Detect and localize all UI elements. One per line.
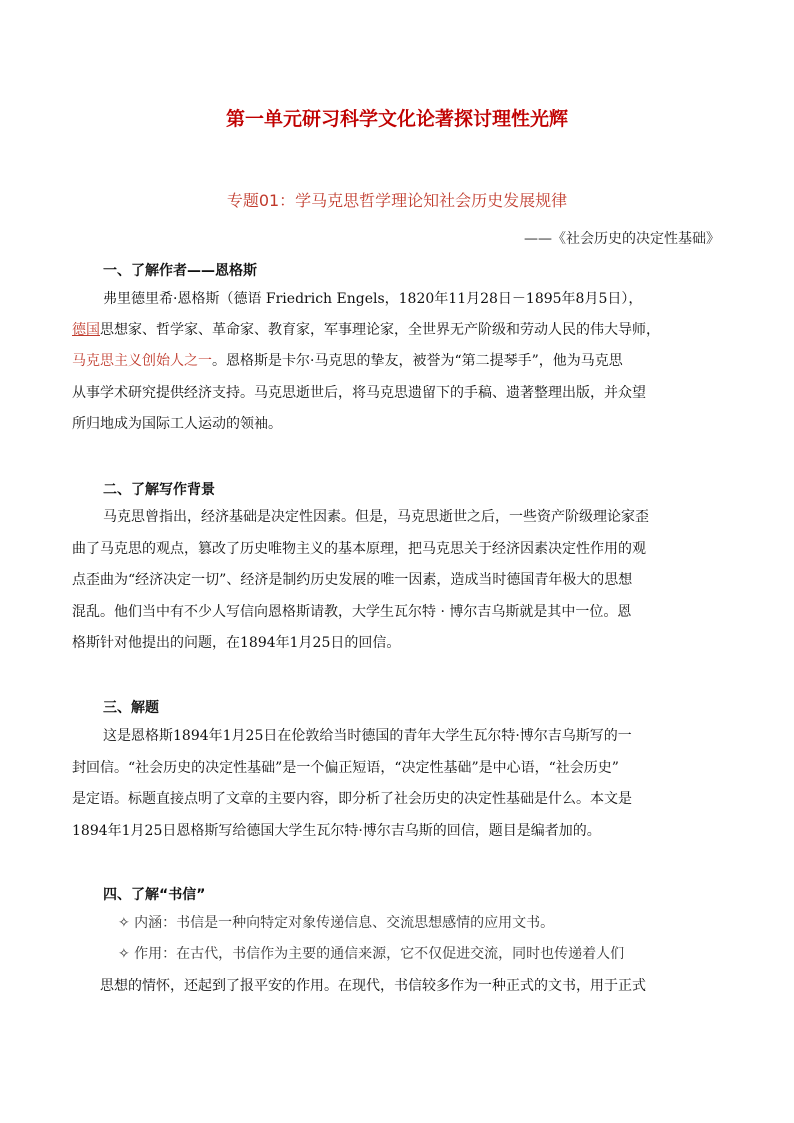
- paragraph-line: 所归地成为国际工人运动的领袖。: [72, 416, 282, 432]
- paragraph-line: 1894年1月25日恩格斯写给德国大学生瓦尔特·博尔吉乌斯的回信，题目是编者加的。: [72, 823, 601, 839]
- paragraph-line: 从事学术研究提供经济支持。马克思逝世后，将马克思遗留下的手稿、遗著整理出版，并众望: [72, 385, 646, 401]
- paragraph-line: 马克思主义创始人之一。恩格斯是卡尔·马克思的挚友，被誉为“第二提琴手”，他为马克思: [72, 353, 623, 369]
- bullet-line: ✧ 作用：在古代，书信作为主要的通信来源，它不仅促进交流，同时也传递着人们: [118, 946, 625, 962]
- paragraph-line: 这是恩格斯1894年1月25日在伦敦给当时德国的青年大学生瓦尔特·博尔吉乌斯写的一: [103, 728, 632, 744]
- topic-subtitle: 专题01：学马克思哲学理论知社会历史发展规律: [226, 191, 568, 210]
- paragraph-line: 曲了马克思的观点，篡改了历史唯物主义的基本原理，把马克思关于经济因素决定性作用的观: [72, 541, 646, 557]
- paragraph-line: 思想的情怀，还起到了报平安的作用。在现代，书信较多作为一种正式的文书，用于正式: [100, 978, 646, 994]
- paragraph-line: 混乱。他们当中有不少人写信向恩格斯请教，大学生瓦尔特 · 博尔吉乌斯就是其中一位。恩: [72, 604, 632, 620]
- section-heading-letters: 四、了解“书信”: [103, 887, 206, 903]
- source-title: ——《社会历史的决定性基础》: [524, 231, 720, 247]
- paragraph-line: 是定语。标题直接点明了文章的主要内容，即分析了社会历史的决定性基础是什么。本文是: [72, 791, 632, 807]
- highlight-text: 马克思主义创始人之一: [72, 353, 212, 369]
- bullet-line: ✧ 内涵：书信是一种向特定对象传递信息、交流思想感情的应用文书。: [118, 915, 555, 931]
- section-heading-background: 二、了解写作背景: [103, 482, 215, 498]
- paragraph-line: 格斯针对他提出的问题，在1894年1月25日的回信。: [72, 635, 401, 651]
- paragraph-line: 封回信。“社会历史的决定性基础”是一个偏正短语，“决定性基础”是中心语，“社会历史”: [72, 760, 619, 776]
- germany-link[interactable]: 德国: [72, 322, 100, 338]
- paragraph-line: 弗里德里希·恩格斯（德语 Friedrich Engels，1820年11月28日－1895年8月5日），: [103, 291, 643, 307]
- page-title: 第一单元研习科学文化论著探讨理性光辉: [225, 108, 568, 130]
- paragraph-line: 点歪曲为“经济决定一切”、经济是制约历史发展的唯一因素，造成当时德国青年极大的思想: [72, 572, 633, 588]
- section-heading-author: 一、了解作者——恩格斯: [103, 263, 257, 279]
- paragraph-line: 马克思曾指出，经济基础是决定性因素。但是，马克思逝世之后，一些资产阶级理论家歪: [103, 509, 649, 525]
- paragraph-line: 德国思想家、哲学家、革命家、教育家，军事理论家，全世界无产阶级和劳动人民的伟大导师，: [72, 322, 660, 338]
- section-heading-title-analysis: 三、解题: [103, 700, 159, 716]
